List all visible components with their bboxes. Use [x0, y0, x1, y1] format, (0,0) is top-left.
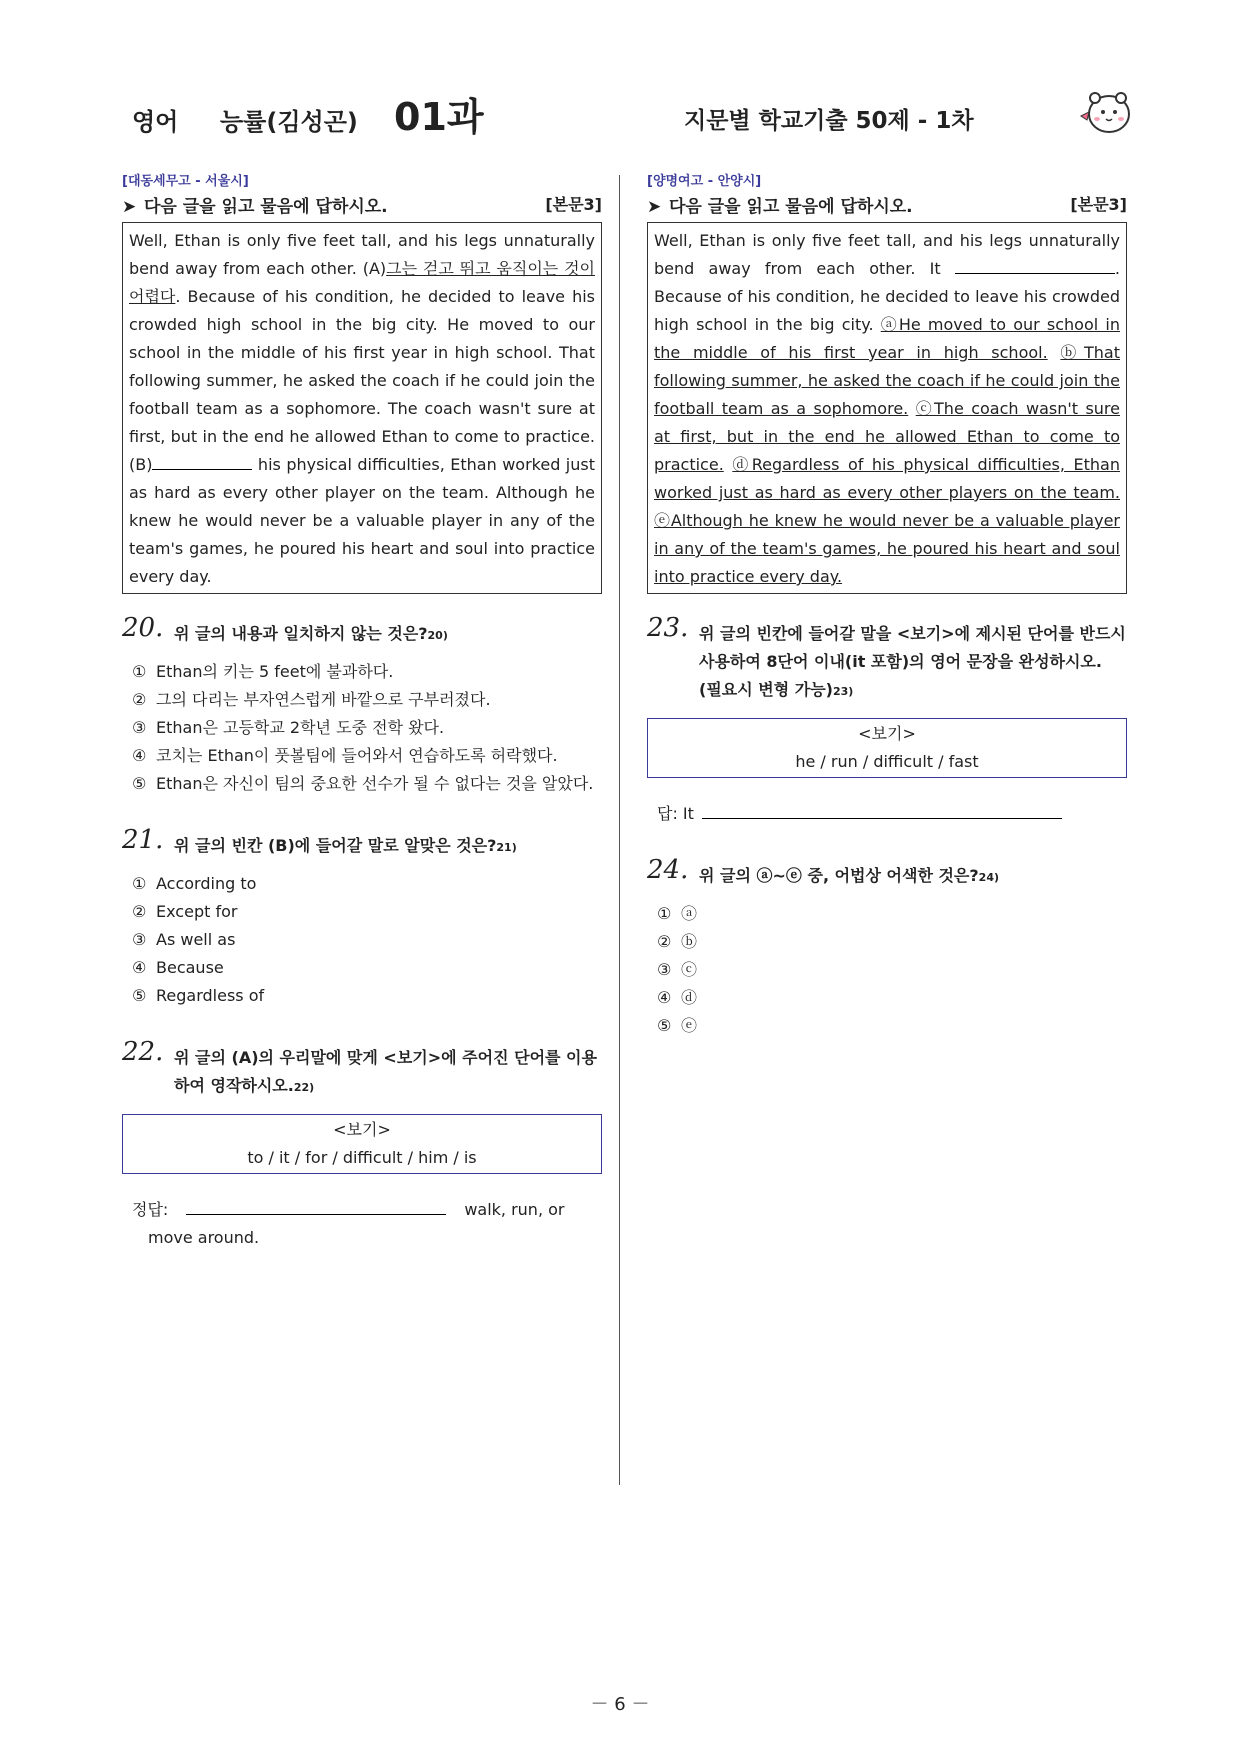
question-head	[122, 613, 602, 650]
option-text: Ethan은 자신이 팀의 중요한 선수가 될 수 없다는 것을 알았다.	[156, 774, 594, 793]
blank[interactable]	[955, 259, 1115, 274]
passage-box	[647, 222, 1127, 594]
option[interactable]	[657, 900, 1127, 928]
instruction-text: 다음 글을 읽고 물음에 답하시오.	[144, 197, 388, 217]
footnote: 24)	[978, 871, 1000, 884]
question-head	[122, 825, 602, 862]
question-number: 24.	[647, 855, 689, 885]
question-number: 22.	[122, 1037, 164, 1067]
option[interactable]	[132, 714, 602, 742]
question-text: 위 글의 (A)의 우리말에 맞게 <보기>에 주어진 단어를 이용하여 영작하시오.	[174, 1048, 597, 1095]
example-words: to / it / for / difficult / him / is	[247, 1148, 477, 1167]
lesson-label: 01과	[394, 95, 484, 139]
option-text: As well as	[156, 930, 236, 949]
worksheet-title: 지문별 학교기출 50제 - 1차	[684, 108, 974, 134]
option[interactable]	[657, 956, 1127, 984]
subject-label: 영어	[132, 108, 179, 136]
question-22	[122, 1037, 602, 1252]
passage-text: . Because of his condition, he decided to leave his crowded high school in the big city.	[654, 259, 1120, 334]
option-text: 그의 다리는 부자연스럽게 바깥으로 구부러졌다.	[156, 690, 491, 709]
option-marker: ①	[657, 904, 672, 923]
source-label: [대동세무고 - 서울시]	[122, 174, 249, 189]
answer-label: 정답:	[132, 1200, 169, 1219]
arrow-icon: ➤	[647, 197, 662, 217]
passage-text: his physical difficulties, Ethan worked just as hard as every other player on the team. Although he knew he would never be a valuable player in any of the team's games, he poured his heart and soul into practice every day.	[129, 455, 595, 586]
option[interactable]	[132, 770, 602, 798]
instruction	[647, 192, 1127, 218]
column-divider	[619, 175, 620, 1485]
option-marker: ④	[132, 746, 147, 765]
option-marker: ⑤	[132, 986, 147, 1005]
option-text: ⓒ	[681, 960, 698, 979]
example-box	[122, 1114, 602, 1174]
passage-text: Well, Ethan is only five feet tall, and his legs unnaturally bend away from each other. (A)	[129, 231, 595, 278]
blank-b[interactable]	[152, 455, 252, 470]
option-marker: ②	[132, 902, 147, 921]
answer-blank[interactable]	[186, 1198, 446, 1215]
question-head	[122, 1037, 602, 1102]
passage-tag: [본문3]	[545, 195, 602, 214]
footnote: 21)	[496, 841, 517, 854]
option-text: Because	[156, 958, 224, 977]
option-text: ⓓ	[681, 988, 698, 1007]
option[interactable]	[132, 870, 602, 898]
option[interactable]	[132, 686, 602, 714]
question-number: 23.	[647, 613, 689, 643]
option[interactable]	[132, 898, 602, 926]
example-box	[647, 718, 1127, 778]
option[interactable]	[132, 742, 602, 770]
teacher-label: 능률(김성곤)	[220, 108, 358, 136]
footnote: 20)	[427, 629, 448, 642]
answer-line	[122, 1196, 602, 1252]
question-text: 위 글의 빈칸에 들어갈 말을 <보기>에 제시된 단어를 반드시 사용하여 8단어 이내(it 포함)의 영어 문장을 완성하시오. (필요시 변형 가능)	[699, 624, 1126, 699]
bear-mascot-icon	[1077, 88, 1133, 140]
question-head	[647, 613, 1127, 706]
sentence-c: ⓒThe coach wasn't sure at first, but in the end he allowed Ethan to come to practice.	[654, 399, 1120, 474]
option-marker: ②	[132, 690, 147, 709]
option-marker: ③	[132, 930, 147, 949]
sentence-e: ⓔAlthough he knew he would never be a valuable player in any of the team's games, he poured his heart and soul into practice every day.	[654, 511, 1120, 586]
option-text: Ethan은 고등학교 2학년 도중 전학 왔다.	[156, 718, 445, 737]
question-text: 위 글의 내용과 일치하지 않는 것은?	[174, 624, 428, 643]
option-marker: ③	[657, 960, 672, 979]
page-header	[132, 82, 1132, 142]
option-text: ⓑ	[681, 932, 698, 951]
option[interactable]	[657, 1012, 1127, 1040]
passage-underline-a: 그는 걷고 뛰고 움직이는 것이 어렵다	[129, 259, 595, 306]
option-marker: ②	[657, 932, 672, 951]
question-21	[122, 825, 602, 1010]
options-list	[122, 870, 602, 1010]
question-text: 위 글의 빈칸 (B)에 들어갈 말로 알맞은 것은?	[174, 836, 497, 855]
question-23	[647, 613, 1127, 828]
sentence-d: ⓓRegardless of his physical difficulties, Ethan worked just as hard as every other players on the team.	[654, 455, 1120, 502]
option-marker: ④	[132, 958, 147, 977]
page-number: － 6 －	[590, 1694, 650, 1715]
answer-tail: walk, run, or	[464, 1200, 565, 1219]
passage-text: . Because of his condition, he decided to leave his crowded high school in the big city. He moved to our school in the middle of his first year in high school. That following summer, he asked the coach if he could join the football team as a sophomore. The coach wasn't sure at first, but in the end he allowed Ethan to come to practice. (B)	[129, 287, 595, 474]
question-number: 21.	[122, 825, 164, 855]
answer-blank[interactable]	[702, 802, 1062, 819]
sentence-b: ⓑThat following summer, he asked the coach if he could join the football team as a sophomore.	[654, 343, 1120, 418]
question-24	[647, 855, 1127, 1040]
option-text: 코치는 Ethan이 풋볼팀에 들어와서 연습하도록 허락했다.	[156, 746, 558, 765]
option[interactable]	[132, 926, 602, 954]
option-marker: ①	[132, 874, 147, 893]
answer-label: 답: It	[657, 804, 694, 823]
right-column	[647, 170, 1127, 1040]
answer-tail: move around.	[148, 1228, 260, 1247]
options-list	[122, 658, 602, 798]
option[interactable]	[657, 984, 1127, 1012]
passage-text: Well, Ethan is only five feet tall, and his legs unnaturally bend away from each other. It	[654, 231, 1120, 278]
options-list	[647, 900, 1127, 1040]
instruction-text: 다음 글을 읽고 물음에 답하시오.	[669, 197, 913, 217]
answer-line	[647, 800, 1127, 828]
option-text: ⓐ	[681, 904, 698, 923]
question-text: 위 글의 ⓐ~ⓔ 중, 어법상 어색한 것은?	[699, 866, 979, 885]
source-label: [양명여고 - 안양시]	[647, 174, 762, 189]
example-words: he / run / difficult / fast	[795, 752, 979, 771]
option[interactable]	[132, 658, 602, 686]
option-text: Except for	[156, 902, 238, 921]
option-marker: ①	[132, 662, 147, 681]
footnote: 22)	[293, 1081, 315, 1094]
option-marker: ⑤	[657, 1016, 672, 1035]
question-head	[647, 855, 1127, 892]
option-marker: ④	[657, 988, 672, 1007]
option-text: According to	[156, 874, 257, 893]
footnote: 23)	[832, 685, 854, 698]
option-marker: ⑤	[132, 774, 147, 793]
example-title: <보기>	[858, 724, 916, 743]
left-column	[122, 170, 602, 1252]
sentence-a: ⓐHe moved to our school in the middle of his first year in high school.	[654, 315, 1120, 362]
arrow-icon: ➤	[122, 197, 137, 217]
example-title: <보기>	[333, 1120, 391, 1139]
option-text: Regardless of	[156, 986, 265, 1005]
passage-tag: [본문3]	[1070, 195, 1127, 214]
question-20	[122, 613, 602, 798]
option[interactable]	[132, 954, 602, 982]
instruction	[122, 192, 602, 218]
question-number: 20.	[122, 613, 164, 643]
option[interactable]	[657, 928, 1127, 956]
passage-box	[122, 222, 602, 594]
option-text: ⓔ	[681, 1016, 698, 1035]
option-marker: ③	[132, 718, 147, 737]
option-text: Ethan의 키는 5 feet에 불과하다.	[156, 662, 394, 681]
option[interactable]	[132, 982, 602, 1010]
